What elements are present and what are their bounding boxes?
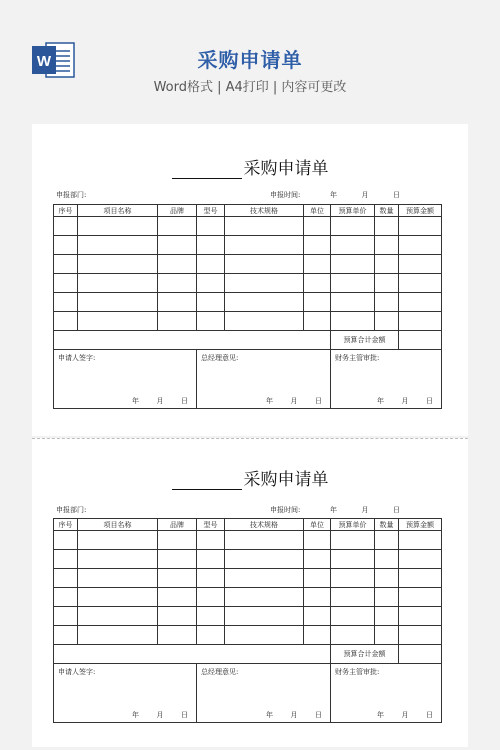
table-row [54, 236, 442, 255]
table-cell[interactable] [331, 569, 375, 588]
budget-total-value[interactable] [399, 331, 442, 350]
table-cell[interactable] [331, 293, 375, 312]
table-cell[interactable] [331, 274, 375, 293]
table-row [54, 274, 442, 293]
table-cell[interactable] [399, 607, 442, 626]
form-title [32, 154, 468, 179]
table-cell[interactable] [197, 607, 225, 626]
table-header [54, 519, 442, 531]
table-cell[interactable] [331, 531, 375, 550]
table-cell[interactable] [399, 531, 442, 550]
table-cell[interactable] [158, 626, 197, 645]
table-cell[interactable] [197, 531, 225, 550]
table-cell[interactable] [375, 217, 399, 236]
month-label: 月 [361, 191, 369, 199]
column-header: 品牌 [158, 519, 197, 531]
table-cell[interactable] [197, 236, 225, 255]
signature-row [54, 350, 442, 409]
sign-date: 年 月 日 [266, 397, 322, 405]
table-cell[interactable] [78, 626, 158, 645]
column-header: 项目名称 [78, 205, 158, 217]
form-meta [56, 190, 444, 202]
table-cell[interactable] [197, 274, 225, 293]
finance-approval-cell[interactable] [331, 664, 442, 723]
table-cell[interactable] [375, 569, 399, 588]
table-row [54, 626, 442, 645]
table-cell[interactable] [78, 550, 158, 569]
applicant-sign-label: 申请人签字: [58, 668, 96, 676]
column-header: 预算单价 [331, 519, 375, 531]
table-cell[interactable] [225, 293, 304, 312]
form-meta [56, 505, 444, 517]
page-title: 采购申请单 [197, 48, 303, 72]
column-header: 型号 [197, 205, 225, 217]
column-header: 技术规格 [225, 205, 304, 217]
table-cell[interactable] [331, 236, 375, 255]
table-cell[interactable] [78, 588, 158, 607]
table-cell[interactable] [54, 607, 78, 626]
table-cell[interactable] [375, 550, 399, 569]
table-cell[interactable] [304, 236, 331, 255]
table-cell[interactable] [158, 293, 197, 312]
table-cell[interactable] [158, 217, 197, 236]
table-cell[interactable] [375, 607, 399, 626]
title-blank-line [172, 473, 242, 490]
year-label: 年 [330, 506, 337, 514]
sign-date: 年 月 日 [132, 397, 188, 405]
table-row [54, 217, 442, 236]
table-cell[interactable] [54, 588, 78, 607]
form-title-text: 采购申请单 [243, 159, 329, 179]
table-cell[interactable] [304, 626, 331, 645]
gm-opinion-cell[interactable] [197, 664, 331, 723]
table-cell[interactable] [225, 531, 304, 550]
table-row [54, 255, 442, 274]
table-cell[interactable] [375, 293, 399, 312]
date-labels [330, 505, 400, 515]
table-cell[interactable] [54, 312, 78, 331]
date-labels [330, 190, 400, 200]
table-cell[interactable] [375, 626, 399, 645]
page-subtitle: Word格式 | A4打印 | 内容可更改 [153, 80, 347, 95]
budget-total-empty [54, 331, 331, 350]
table-cell[interactable] [399, 217, 442, 236]
table-cell[interactable] [331, 255, 375, 274]
table-cell[interactable] [78, 293, 158, 312]
table-cell[interactable] [399, 569, 442, 588]
table-cell[interactable] [399, 312, 442, 331]
table-cell[interactable] [304, 588, 331, 607]
column-header: 型号 [197, 519, 225, 531]
budget-total-row [54, 331, 442, 350]
table-cell[interactable] [54, 569, 78, 588]
table-row [54, 293, 442, 312]
table-cell[interactable] [158, 274, 197, 293]
table-cell[interactable] [158, 236, 197, 255]
table-cell[interactable] [225, 274, 304, 293]
column-header: 品牌 [158, 205, 197, 217]
gm-opinion-cell[interactable] [197, 350, 331, 409]
table-cell[interactable] [197, 550, 225, 569]
table-cell[interactable] [78, 607, 158, 626]
table-cell[interactable] [158, 550, 197, 569]
sign-date: 年 月 日 [266, 711, 322, 719]
table-cell[interactable] [375, 531, 399, 550]
table-cell[interactable] [54, 626, 78, 645]
table-cell[interactable] [158, 607, 197, 626]
table-row [54, 607, 442, 626]
table-cell[interactable] [399, 255, 442, 274]
form-sheet-2 [32, 438, 468, 747]
table-cell[interactable] [54, 217, 78, 236]
table-cell[interactable] [225, 569, 304, 588]
table-cell[interactable] [331, 588, 375, 607]
table-cell[interactable] [331, 607, 375, 626]
table-cell[interactable] [225, 312, 304, 331]
table-row [54, 312, 442, 331]
budget-total-label: 预算合计金额 [331, 331, 399, 350]
day-label: 日 [393, 506, 400, 514]
day-label: 日 [393, 191, 400, 199]
table-cell[interactable] [197, 626, 225, 645]
table-cell[interactable] [158, 255, 197, 274]
table-cell[interactable] [158, 588, 197, 607]
month-label: 月 [361, 506, 369, 514]
table-cell[interactable] [54, 236, 78, 255]
table-row [54, 569, 442, 588]
table-cell[interactable] [158, 312, 197, 331]
applicant-sign-cell[interactable] [54, 664, 197, 723]
gm-opinion-label: 总经理意见: [201, 354, 239, 362]
budget-total-value[interactable] [399, 645, 442, 664]
table-cell[interactable] [331, 550, 375, 569]
finance-approval-label: 财务主管审批: [335, 354, 380, 362]
budget-total-empty [54, 645, 331, 664]
table-cell[interactable] [225, 255, 304, 274]
column-header: 数量 [375, 205, 399, 217]
table-cell[interactable] [399, 293, 442, 312]
table-cell[interactable] [399, 588, 442, 607]
finance-approval-cell[interactable] [331, 350, 442, 409]
applicant-sign-cell[interactable] [54, 350, 197, 409]
table-cell[interactable] [78, 312, 158, 331]
column-header: 数量 [375, 519, 399, 531]
time-label: 申报时间: [270, 506, 301, 514]
dept-label: 申报部门: [56, 506, 87, 514]
table-cell[interactable] [304, 274, 331, 293]
table-cell[interactable] [225, 607, 304, 626]
header [0, 0, 500, 112]
table-cell[interactable] [197, 312, 225, 331]
table-cell[interactable] [78, 255, 158, 274]
form-sheet-1 [32, 124, 468, 436]
budget-total-row [54, 645, 442, 664]
sign-date: 年 月 日 [377, 397, 433, 405]
table-cell[interactable] [375, 255, 399, 274]
table-cell[interactable] [331, 312, 375, 331]
budget-total-label: 预算合计金额 [331, 645, 399, 664]
table-cell[interactable] [54, 255, 78, 274]
word-icon-letter: W [36, 53, 52, 70]
column-header: 技术规格 [225, 519, 304, 531]
form-title [32, 465, 468, 490]
table-cell[interactable] [197, 255, 225, 274]
table-cell[interactable] [54, 531, 78, 550]
column-header: 项目名称 [78, 519, 158, 531]
sign-date: 年 月 日 [132, 711, 188, 719]
time-label: 申报时间: [270, 191, 301, 199]
table-cell[interactable] [304, 217, 331, 236]
table-cell[interactable] [375, 274, 399, 293]
dept-label: 申报部门: [56, 191, 87, 199]
table-cell[interactable] [78, 217, 158, 236]
column-header: 预算单价 [331, 205, 375, 217]
column-header: 预算金额 [399, 205, 442, 217]
table-cell[interactable] [197, 569, 225, 588]
table-cell[interactable] [399, 626, 442, 645]
table-cell[interactable] [78, 569, 158, 588]
table-cell[interactable] [304, 293, 331, 312]
table-cell[interactable] [225, 217, 304, 236]
table-cell[interactable] [197, 588, 225, 607]
table-cell[interactable] [54, 274, 78, 293]
purchase-table [53, 518, 442, 723]
table-cell[interactable] [399, 274, 442, 293]
table-cell[interactable] [304, 550, 331, 569]
table-cell[interactable] [158, 531, 197, 550]
table-cell[interactable] [158, 569, 197, 588]
purchase-table [53, 204, 442, 409]
column-header: 序号 [54, 519, 78, 531]
table-cell[interactable] [225, 626, 304, 645]
applicant-sign-label: 申请人签字: [58, 354, 96, 362]
table-cell[interactable] [225, 236, 304, 255]
table-header [54, 205, 442, 217]
table-cell[interactable] [304, 569, 331, 588]
sign-date: 年 月 日 [377, 711, 433, 719]
table-cell[interactable] [399, 236, 442, 255]
form-title-text: 采购申请单 [243, 470, 329, 490]
table-cell[interactable] [54, 550, 78, 569]
table-cell[interactable] [304, 607, 331, 626]
column-header: 单位 [304, 205, 331, 217]
finance-approval-label: 财务主管审批: [335, 668, 380, 676]
table-cell[interactable] [197, 217, 225, 236]
table-cell[interactable] [225, 588, 304, 607]
signature-row [54, 664, 442, 723]
table-cell[interactable] [304, 255, 331, 274]
table-cell[interactable] [375, 588, 399, 607]
table-cell[interactable] [375, 312, 399, 331]
column-header: 单位 [304, 519, 331, 531]
table-cell[interactable] [78, 531, 158, 550]
table-cell[interactable] [197, 293, 225, 312]
column-header: 序号 [54, 205, 78, 217]
gm-opinion-label: 总经理意见: [201, 668, 239, 676]
table-cell[interactable] [331, 626, 375, 645]
table-cell[interactable] [304, 312, 331, 331]
table-cell[interactable] [399, 550, 442, 569]
table-cell[interactable] [78, 236, 158, 255]
table-row [54, 588, 442, 607]
table-cell[interactable] [78, 274, 158, 293]
table-cell[interactable] [54, 293, 78, 312]
column-header: 预算金额 [399, 519, 442, 531]
year-label: 年 [330, 191, 337, 199]
table-cell[interactable] [375, 236, 399, 255]
table-cell[interactable] [331, 217, 375, 236]
table-row [54, 550, 442, 569]
table-row [54, 531, 442, 550]
table-cell[interactable] [304, 531, 331, 550]
table-cell[interactable] [225, 550, 304, 569]
title-blank-line [172, 162, 242, 179]
